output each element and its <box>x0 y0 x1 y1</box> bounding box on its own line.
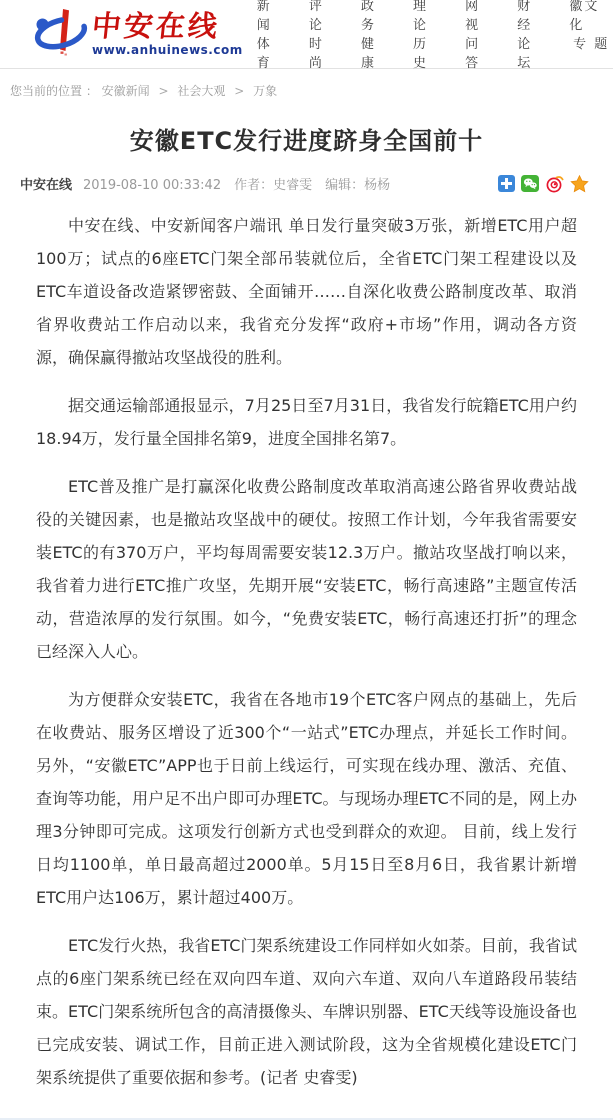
article-paragraph: 为方便群众安装ETC，我省在各地市19个ETC客户网点的基础上，先后在收费站、服务区增设了近300个“一站式”ETC办理点，并延长工作时间。另外，“安徽ETC”APP也于日前上线运行，可实现在线办理、激活、充值、查询等功能，用户足不出户即可办理ETC。与现场办理ETC不同的是，网上办理3分钟即可完成。这项发行创新方式也受到群众的欢迎。 目前，线上发行日均1100单，单日最高超过2000单。5月15日至8月6日，我省累计新增ETC用户达106万，累计超过400万。 <box>36 690 577 907</box>
site-logo[interactable] <box>34 7 243 61</box>
main-nav <box>257 0 613 73</box>
article-meta-row <box>0 156 613 193</box>
logo-swirl-icon <box>34 7 90 61</box>
article-meta <box>20 174 390 193</box>
share-plus-icon[interactable] <box>498 175 515 192</box>
article-paragraph: ETC发行火热，我省ETC门架系统建设工作同样如火如荼。目前，我省试点的6座门架系统已经在双向四车道、双向六车道、双向八车道路段吊装结束。ETC门架系统所包含的高清摄像头、车牌识别器、ETC天线等设施设备也已完成安装、调试工作，目前正进入测试阶段，这为全省规模化建设ETC门架系统提供了重要依据和参考。(记者 史睿雯) <box>36 936 577 1087</box>
nav-item-huiculture-special[interactable]: 徽文化 专 题 <box>569 0 610 52</box>
nav-item-theory-history[interactable]: 理论 历史 <box>413 0 429 71</box>
nav-item-video-qa[interactable]: 网视 问答 <box>465 0 481 71</box>
weibo-icon[interactable] <box>545 175 564 193</box>
article-paragraph: 中安在线、中安新闻客户端讯 单日发行量突破3万张，新增ETC用户超100万；试点的6座ETC门架全部吊装就位后，全省ETC门架工程建设以及ETC车道设备改造紧锣密鼓、全面铺开……自深化收费公路制度改革、取消省界收费站工作启动以来，我省充分发挥“政府+市场”作用，调动各方资源，确保赢得撤站攻坚战役的胜利。 <box>36 216 577 367</box>
favorite-star-icon[interactable] <box>570 175 589 193</box>
article-body <box>0 193 613 1118</box>
nav-item-news-sports[interactable]: 新闻 体育 <box>256 0 272 71</box>
wechat-icon[interactable] <box>521 175 539 192</box>
breadcrumb-separator: > <box>158 84 169 98</box>
nav-item-government-health[interactable]: 政务 健康 <box>360 0 376 71</box>
article-source: 中安在线 <box>20 178 73 193</box>
breadcrumb-separator: > <box>234 84 245 98</box>
site-header <box>0 0 613 71</box>
article <box>0 121 613 1118</box>
article-paragraph: 据交通运输部通报显示，7月25日至7月31日，我省发行皖籍ETC用户约18.94万，发行量全国排名第9，进度全国排名第7。 <box>36 396 577 448</box>
article-datetime: 2019-08-10 00:33:42 <box>83 178 222 193</box>
breadcrumb-link-wanxiang[interactable]: 万象 <box>253 84 278 98</box>
site-url: www.anhuinews.com <box>92 43 243 57</box>
nav-item-finance-forum[interactable]: 财经 论坛 <box>517 0 533 71</box>
breadcrumb-label: 您当前的位置 ： <box>10 84 98 98</box>
breadcrumb <box>0 68 613 103</box>
breadcrumb-link-anhui-news[interactable]: 安徽新闻 <box>101 84 150 98</box>
site-name: 中安在线 <box>90 9 222 43</box>
breadcrumb-link-society[interactable]: 社会大观 <box>177 84 226 98</box>
article-title: 安徽ETC发行进度跻身全国前十 <box>129 127 484 155</box>
article-editor: 编辑：杨杨 <box>325 178 391 193</box>
nav-item-comment-fashion[interactable]: 评论 时尚 <box>308 0 324 71</box>
article-author: 作者：史睿雯 <box>234 178 313 193</box>
article-paragraph: ETC普及推广是打赢深化收费公路制度改革取消高速公路省界收费站战役的关键因素，也是撤站攻坚战中的硬仗。按照工作计划，今年我省需要安装ETC的有370万户，平均每周需要安装12.3万户。撤站攻坚战打响以来，我省着力进行ETC推广攻坚，先期开展“安装ETC，畅行高速路”主题宣传活动，营造浓厚的发行氛围。如今，“免费安装ETC，畅行高速还打折”的理念已经深入人心。 <box>36 477 577 661</box>
share-bar <box>498 175 589 193</box>
